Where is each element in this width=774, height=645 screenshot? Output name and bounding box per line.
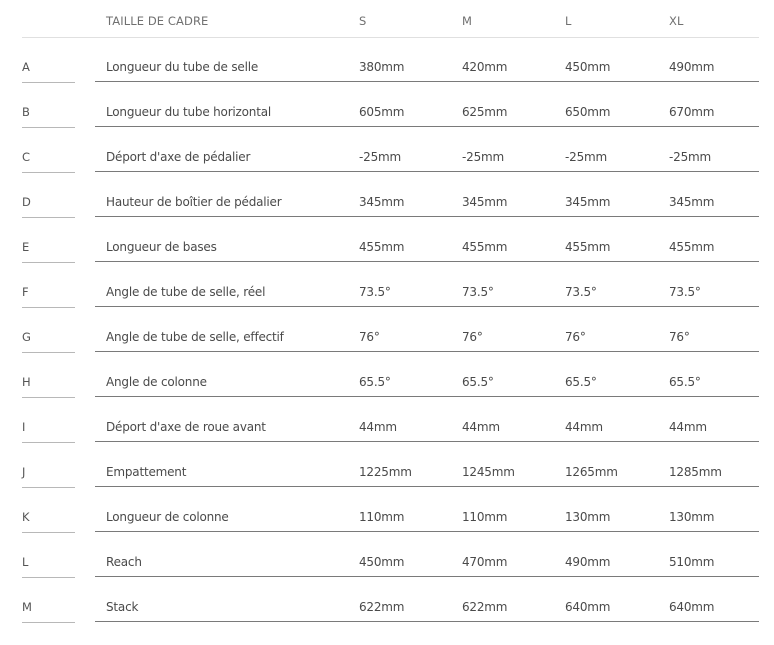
row-value-l: 1265mm [565,465,618,479]
row-value-l: -25mm [565,150,607,164]
row-divider [95,261,759,262]
row-value-xl: -25mm [669,150,711,164]
row-value-l: 490mm [565,555,611,569]
row-letter: E [22,240,30,254]
row-divider [95,351,759,352]
row-divider [95,171,759,172]
row-divider-short [22,442,75,443]
row-divider [95,441,759,442]
row-value-xl: 510mm [669,555,715,569]
row-value-m: 110mm [462,510,508,524]
row-divider [95,486,759,487]
row-value-xl: 73.5° [669,285,701,299]
row-parameter-label: Empattement [106,465,187,479]
row-divider-short [22,532,75,533]
row-divider-short [22,622,75,623]
size-l-header: L [565,14,572,28]
row-value-l: 450mm [565,60,611,74]
row-parameter-label: Angle de tube de selle, effectif [106,330,284,344]
row-divider [95,81,759,82]
row-value-l: 76° [565,330,586,344]
table-row [0,150,774,195]
row-divider-short [22,577,75,578]
row-divider [95,576,759,577]
table-row [0,105,774,150]
row-value-m: 622mm [462,600,508,614]
size-m-header: M [462,14,473,28]
table-row [0,555,774,600]
row-value-xl: 65.5° [669,375,701,389]
row-parameter-label: Stack [106,600,139,614]
row-divider-short [22,262,75,263]
row-letter: K [22,510,30,524]
row-value-s: 605mm [359,105,405,119]
row-value-l: 44mm [565,420,603,434]
row-divider-short [22,397,75,398]
row-value-s: 76° [359,330,380,344]
row-letter: H [22,375,31,389]
row-value-m: 76° [462,330,483,344]
row-value-l: 65.5° [565,375,597,389]
table-row [0,375,774,420]
row-value-s: 622mm [359,600,405,614]
row-value-s: 44mm [359,420,397,434]
table-row [0,600,774,645]
row-value-m: 455mm [462,240,508,254]
row-parameter-label: Déport d'axe de pédalier [106,150,251,164]
row-letter: G [22,330,31,344]
row-divider-short [22,82,75,83]
row-parameter-label: Reach [106,555,142,569]
row-value-s: 380mm [359,60,405,74]
row-letter: D [22,195,31,209]
row-value-m: 65.5° [462,375,494,389]
row-value-s: 65.5° [359,375,391,389]
size-xl-header: XL [669,14,684,28]
table-row [0,285,774,330]
row-value-xl: 670mm [669,105,715,119]
row-divider-short [22,217,75,218]
table-row [0,60,774,105]
row-divider [95,531,759,532]
row-parameter-label: Angle de tube de selle, réel [106,285,266,299]
table-row [0,195,774,240]
row-parameter-label: Déport d'axe de roue avant [106,420,266,434]
row-letter: C [22,150,30,164]
table-header [0,14,774,32]
row-value-xl: 490mm [669,60,715,74]
row-value-s: 110mm [359,510,405,524]
table-row [0,420,774,465]
row-divider [95,216,759,217]
size-s-header: S [359,14,367,28]
row-value-s: -25mm [359,150,401,164]
row-value-m: -25mm [462,150,504,164]
row-divider [95,126,759,127]
row-divider [95,396,759,397]
row-value-l: 650mm [565,105,611,119]
table-row [0,240,774,285]
row-value-l: 455mm [565,240,611,254]
row-divider-short [22,127,75,128]
row-parameter-label: Longueur du tube horizontal [106,105,271,119]
row-value-m: 625mm [462,105,508,119]
row-divider-short [22,307,75,308]
row-value-xl: 455mm [669,240,715,254]
row-value-l: 640mm [565,600,611,614]
row-value-l: 130mm [565,510,611,524]
row-value-m: 345mm [462,195,508,209]
row-letter: A [22,60,30,74]
row-divider [95,306,759,307]
table-row [0,510,774,555]
row-letter: F [22,285,29,299]
row-value-l: 73.5° [565,285,597,299]
row-value-s: 1225mm [359,465,412,479]
row-letter: J [22,465,26,479]
row-value-s: 455mm [359,240,405,254]
row-value-m: 470mm [462,555,508,569]
row-value-m: 44mm [462,420,500,434]
row-value-xl: 1285mm [669,465,722,479]
row-parameter-label: Longueur de colonne [106,510,229,524]
row-divider [95,621,759,622]
row-letter: I [22,420,26,434]
row-value-xl: 640mm [669,600,715,614]
row-parameter-label: Angle de colonne [106,375,207,389]
row-divider-short [22,172,75,173]
row-value-xl: 130mm [669,510,715,524]
row-letter: M [22,600,32,614]
row-value-s: 345mm [359,195,405,209]
row-letter: L [22,555,29,569]
row-value-m: 420mm [462,60,508,74]
table-row [0,330,774,375]
row-value-m: 73.5° [462,285,494,299]
row-value-xl: 345mm [669,195,715,209]
row-parameter-label: Hauteur de boîtier de pédalier [106,195,282,209]
table-row [0,465,774,510]
row-value-s: 73.5° [359,285,391,299]
row-divider-short [22,352,75,353]
row-value-l: 345mm [565,195,611,209]
row-letter: B [22,105,30,119]
row-divider-short [22,487,75,488]
row-value-xl: 76° [669,330,690,344]
row-parameter-label: Longueur du tube de selle [106,60,259,74]
row-value-s: 450mm [359,555,405,569]
row-value-xl: 44mm [669,420,707,434]
header-divider [22,37,759,38]
row-parameter-label: Longueur de bases [106,240,217,254]
frame-size-header: TAILLE DE CADRE [106,14,209,28]
row-value-m: 1245mm [462,465,515,479]
